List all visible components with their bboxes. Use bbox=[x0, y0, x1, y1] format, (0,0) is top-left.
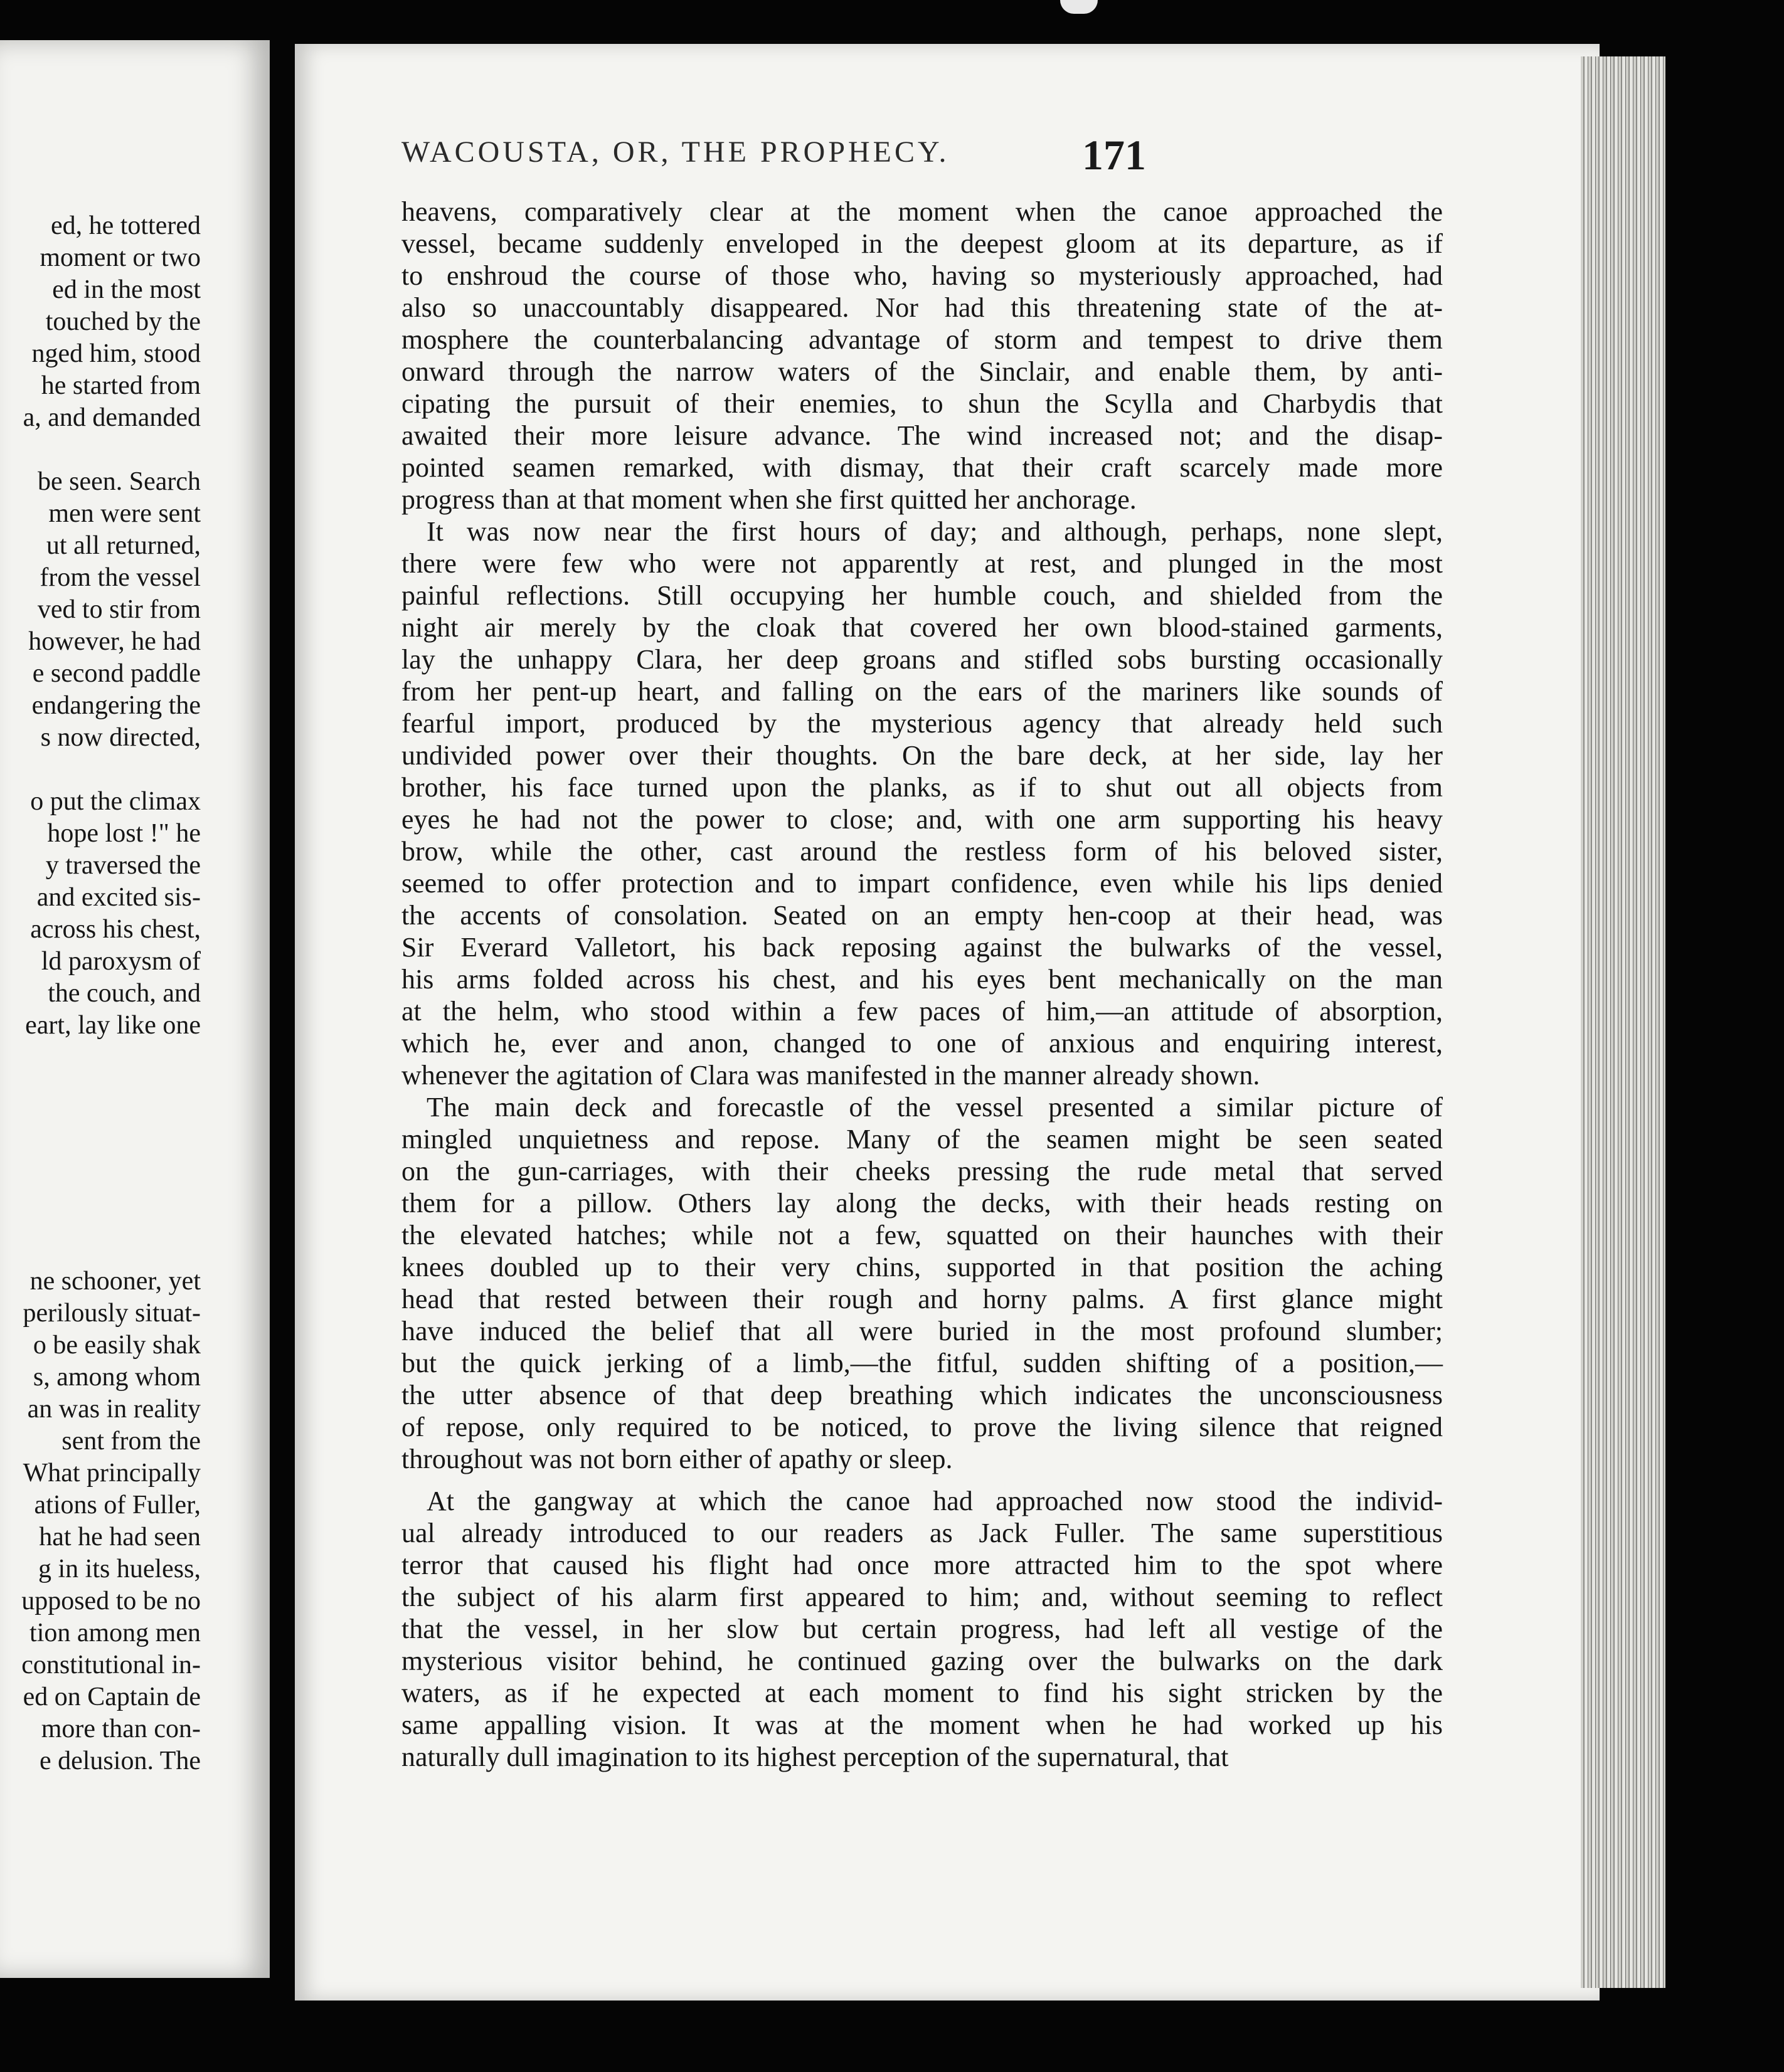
text-line: waters, as if he expected at each moment to find his sight stricken by the bbox=[401, 1678, 1443, 1708]
text-line: them for a pillow. Others lay along the decks, with their heads resting on bbox=[401, 1188, 1443, 1218]
facing-page-line: upposed to be no bbox=[21, 1587, 201, 1615]
text-line: cipating the pursuit of their enemies, to shun the Scylla and Charbydis that bbox=[401, 388, 1443, 419]
text-line: the accents of consolation. Seated on an empty hen-coop at their head, was bbox=[401, 900, 1443, 931]
facing-page-line: endangering the bbox=[31, 691, 201, 720]
text-line: eyes he had not the power to close; and, with one arm supporting his heavy bbox=[401, 804, 1443, 835]
facing-page-line: he started from bbox=[41, 371, 201, 400]
facing-page-line: s now directed, bbox=[40, 723, 201, 752]
facing-page-line: men were sent bbox=[48, 499, 201, 528]
facing-page-line: an was in reality bbox=[27, 1395, 201, 1424]
facing-page-line: g in its hueless, bbox=[38, 1555, 201, 1583]
text-line: painful reflections. Still occupying her humble couch, and shielded from the bbox=[401, 580, 1443, 611]
facing-page-line: touched by the bbox=[45, 307, 201, 336]
text-line: At the gangway at which the canoe had approached now stood the individ- bbox=[427, 1486, 1443, 1516]
text-line: mingled unquietness and repose. Many of the seamen might be seen seated bbox=[401, 1124, 1443, 1155]
text-line: ual already introduced to our readers as Jack Fuller. The same superstitious bbox=[401, 1518, 1443, 1548]
facing-page-line: from the vessel bbox=[40, 563, 201, 592]
facing-page-line: e delusion. The bbox=[39, 1747, 201, 1775]
text-line: the utter absence of that deep breathing which indicates the unconsciousness bbox=[401, 1380, 1443, 1410]
text-line: but the quick jerking of a limb,—the fitful, sudden shifting of a position,— bbox=[401, 1348, 1443, 1378]
facing-page-line: more than con- bbox=[41, 1715, 201, 1743]
paragraph-gap bbox=[401, 1475, 1443, 1485]
text-line: whenever the agitation of Clara was manifested in the manner already shown. bbox=[401, 1060, 1260, 1091]
text-line: Sir Everard Valletort, his back reposing against the bulwarks of the vessel, bbox=[401, 932, 1443, 963]
facing-page-line: e second paddle bbox=[32, 659, 201, 688]
text-line: progress than at that moment when she first quitted her anchorage. bbox=[401, 484, 1137, 515]
facing-page-line: however, he had bbox=[28, 627, 201, 656]
text-line: there were few who were not apparently at rest, and plunged in the most bbox=[401, 548, 1443, 579]
text-line: onward through the narrow waters of the Sinclair, and enable them, by anti- bbox=[401, 356, 1443, 387]
facing-page-line: across his chest, bbox=[30, 915, 201, 944]
text-line: at the helm, who stood within a few paces of him,—an attitude of absorption, bbox=[401, 996, 1443, 1027]
facing-page-line: ne schooner, yet bbox=[29, 1267, 201, 1296]
facing-page-line: a, and demanded bbox=[23, 403, 201, 432]
book-page-edges bbox=[1581, 56, 1665, 1988]
facing-page-line: ations of Fuller, bbox=[34, 1491, 201, 1520]
facing-page-fragment bbox=[0, 40, 270, 1978]
facing-page-line: be seen. Search bbox=[37, 467, 201, 496]
paragraph bbox=[401, 1091, 1443, 1475]
text-line: brother, his face turned upon the planks, as if to shut out all objects from bbox=[401, 772, 1443, 803]
text-line: his arms folded across his chest, and his eyes bent mechanically on the man bbox=[401, 964, 1443, 995]
running-head: WACOUSTA, OR, THE PROPHECY. bbox=[401, 135, 950, 169]
scan-artifact bbox=[1060, 0, 1098, 14]
facing-page-line: hat he had seen bbox=[39, 1523, 201, 1551]
text-line: of repose, only required to be noticed, to prove the living silence that reigned bbox=[401, 1412, 1443, 1442]
text-line: same appalling vision. It was at the moment when he had worked up his bbox=[401, 1710, 1443, 1740]
paragraph bbox=[401, 1485, 1443, 1773]
text-line: night air merely by the cloak that covered her own blood-stained garments, bbox=[401, 612, 1443, 643]
text-line: lay the unhappy Clara, her deep groans and stifled sobs bursting occasionally bbox=[401, 644, 1443, 675]
facing-page-line: sent from the bbox=[61, 1427, 201, 1456]
text-line: mosphere the counterbalancing advantage of storm and tempest to drive them bbox=[401, 324, 1443, 355]
facing-page-line: ed on Captain de bbox=[23, 1683, 201, 1711]
text-line: fearful import, produced by the mysterious agency that already held such bbox=[401, 708, 1443, 739]
facing-page-line: o be easily shak bbox=[33, 1331, 201, 1360]
facing-page-line: nged him, stood bbox=[31, 339, 201, 368]
text-line: mysterious visitor behind, he continued gazing over the bulwarks on the dark bbox=[401, 1646, 1443, 1676]
text-line: terror that caused his flight had once more attracted him to the spot where bbox=[401, 1550, 1443, 1580]
text-line: pointed seamen remarked, with dismay, that their craft scarcely made more bbox=[401, 452, 1443, 483]
facing-page-line: ut all returned, bbox=[46, 531, 201, 560]
facing-page-line: perilously situat- bbox=[23, 1299, 201, 1328]
facing-page-line: ed, he tottered bbox=[50, 211, 201, 240]
text-line: heavens, comparatively clear at the moment when the canoe approached the bbox=[401, 196, 1443, 227]
text-line: the subject of his alarm first appeared to him; and, without seeming to reflect bbox=[401, 1582, 1443, 1612]
text-line: that the vessel, in her slow but certain progress, had left all vestige of the bbox=[401, 1614, 1443, 1644]
text-line: to enshroud the course of those who, having so mysteriously approached, had bbox=[401, 260, 1443, 291]
facing-page-line: ed in the most bbox=[52, 275, 201, 304]
text-line: It was now near the first hours of day; and although, perhaps, none slept, bbox=[427, 516, 1443, 547]
facing-page-line: eart, lay like one bbox=[25, 1011, 201, 1040]
page-number: 171 bbox=[1082, 131, 1146, 179]
facing-page-line: constitutional in- bbox=[21, 1651, 201, 1679]
text-line: seemed to offer protection and to impart confidence, even while his lips denied bbox=[401, 868, 1443, 899]
text-line: undivided power over their thoughts. On the bare deck, at her side, lay her bbox=[401, 740, 1443, 771]
facing-page-line: hope lost !" he bbox=[47, 819, 201, 848]
paragraph bbox=[401, 515, 1443, 1091]
paragraph bbox=[401, 196, 1443, 515]
text-line: the elevated hatches; while not a few, squatted on their haunches with their bbox=[401, 1220, 1443, 1250]
text-line: naturally dull imagination to its highest perception of the supernatural, that bbox=[401, 1742, 1229, 1772]
facing-page-line: ld paroxysm of bbox=[41, 947, 201, 976]
facing-page-line: o put the climax bbox=[30, 787, 201, 816]
facing-page-line: tion among men bbox=[29, 1619, 201, 1647]
text-line: have induced the belief that all were buried in the most profound slumber; bbox=[401, 1316, 1443, 1346]
facing-page-line: What principally bbox=[23, 1459, 201, 1488]
facing-page-line: ved to stir from bbox=[37, 595, 201, 624]
facing-page-line: the couch, and bbox=[48, 979, 201, 1008]
facing-page-line: y traversed the bbox=[45, 851, 201, 880]
body-text bbox=[401, 196, 1443, 1773]
text-line: from her pent-up heart, and falling on the ears of the mariners like sounds of bbox=[401, 676, 1443, 707]
text-line: knees doubled up to their very chins, supported in that position the aching bbox=[401, 1252, 1443, 1282]
text-line: brow, while the other, cast around the restless form of his beloved sister, bbox=[401, 836, 1443, 867]
facing-page-line: and excited sis- bbox=[36, 883, 201, 912]
text-line: on the gun-carriages, with their cheeks pressing the rude metal that served bbox=[401, 1156, 1443, 1187]
text-line: The main deck and forecastle of the vessel presented a similar picture of bbox=[427, 1092, 1443, 1123]
text-line: head that rested between their rough and horny palms. A first glance might bbox=[401, 1284, 1443, 1314]
text-line: vessel, became suddenly enveloped in the deepest gloom at its departure, as if bbox=[401, 228, 1443, 259]
text-line: which he, ever and anon, changed to one of anxious and enquiring interest, bbox=[401, 1028, 1443, 1059]
text-line: also so unaccountably disappeared. Nor had this threatening state of the at- bbox=[401, 292, 1443, 323]
facing-page-line: s, among whom bbox=[33, 1363, 201, 1392]
text-line: throughout was not born either of apathy or sleep. bbox=[401, 1444, 953, 1474]
text-line: awaited their more leisure advance. The wind increased not; and the disap- bbox=[401, 420, 1443, 451]
facing-page-line: moment or two bbox=[40, 243, 201, 272]
